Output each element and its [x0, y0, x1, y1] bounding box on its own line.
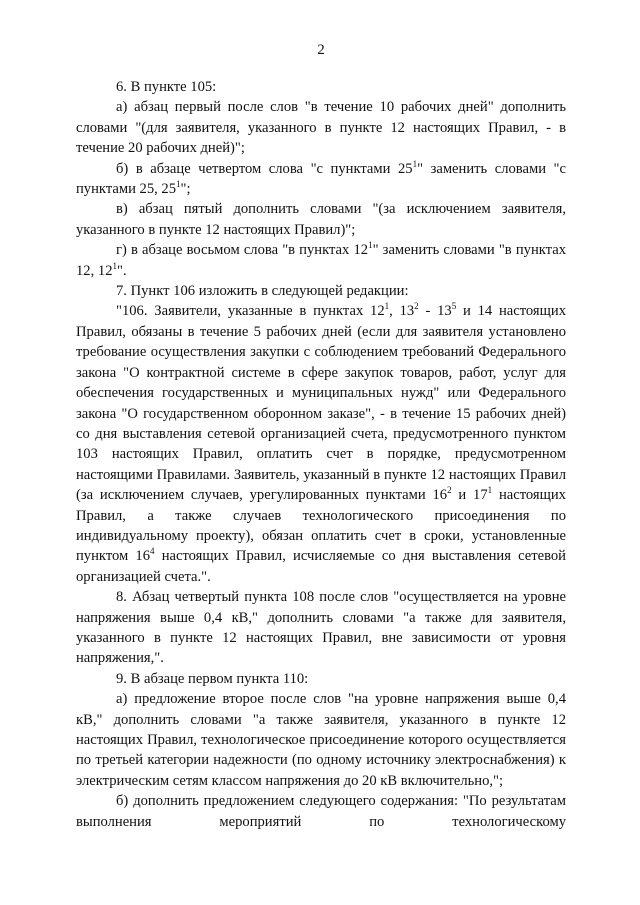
paragraph-p6a [76, 97, 566, 158]
superscript: 5 [451, 301, 457, 312]
paragraph-p7text [76, 301, 566, 587]
superscript: 1 [487, 485, 493, 496]
text-run: б) в абзаце четвертом слова "с пунктами 25 [116, 160, 413, 177]
text-run: 9. В абзаце первом пункта 110: [116, 670, 309, 687]
text-run: а) предложение второе после слов "на уровне напряжения выше 0,4 кВ," дополнить словами "а также заявителя, указанного в пункте 12 настоящих Правил, технологическое присоединение которого осуществляется по третьей категории надежности (по одному источнику электроснабжения) к электрическим сетям классом напряжения до 20 кВ включительно,"; [76, 691, 566, 789]
text-run: а) абзац первый после слов "в течение 10 рабочих дней" дополнить словами "(для заявителя, указанного в пункте 12 настоящих Правил, - в течение 20 рабочих дней)"; [76, 99, 566, 157]
superscript: 2 [414, 301, 419, 312]
superscript: 1 [176, 179, 181, 190]
text-run: "106. Заявители, указанные в пунктах 12 [116, 303, 385, 320]
text-run: б) дополнить предложением следующего содержания: "По результатам выполнения мероприятий по технологическому [76, 793, 566, 830]
text-run: и 14 настоящих Правил, обязаны в течение 5 рабочих дней (если для заявителя установлено требование осуществления закупки с соблюдением требований Федерального закона "О контрактной системе в сфере закупок товаров, работ, услуг для обеспечения государственных и муниципальных нужд" или Федерального закона "О государственном оборонном заказе", - в течение 15 рабочих дней) со дня выставления сетевой организацией счета, предусмотренного пунктом 103 настоящих Правил, оплатить счет в порядке, предусмотренном настоящими Правилами. Заявитель, указанный в пункте 12 настоящих Правил (за исключением случаев, урегулированных пунктами 16 [76, 303, 566, 504]
document-body [76, 77, 566, 832]
paragraph-p9b [76, 791, 566, 832]
paragraph-p6v [76, 199, 566, 240]
text-run: " заменить словами "в пунктах 12, 12 [76, 242, 566, 279]
superscript: 1 [112, 260, 117, 271]
text-run: 7. Пункт 106 изложить в следующей редакции: [116, 283, 409, 300]
superscript: 1 [412, 158, 418, 169]
superscript: 1 [384, 301, 390, 312]
text-run: г) в абзаце восьмом слова "в пунктах 12 [116, 242, 369, 259]
text-run: - 13 [418, 303, 452, 320]
text-run: и 17 [451, 487, 488, 504]
text-run: ". [116, 262, 127, 279]
paragraph-p7 [76, 281, 566, 301]
document-page [76, 0, 566, 905]
paragraph-p6b [76, 159, 566, 200]
superscript: 2 [447, 485, 452, 496]
text-run: 6. В пункте 105: [116, 79, 217, 95]
paragraph-p9a [76, 689, 566, 791]
text-run: настоящих Правил, исчисляемые со дня выставления сетевой организацией счета.". [76, 548, 566, 585]
paragraph-p6g [76, 240, 566, 281]
paragraph-p6 [76, 77, 566, 97]
superscript: 4 [150, 546, 155, 557]
text-run: 8. Абзац четвертый пункта 108 после слов "осуществляется на уровне напряжения выше 0,4 кВ," дополнить словами "а также для заявителя, указанного в пункте 12 настоящих Правил, вне зависимости от уровня напряжения,". [76, 589, 566, 667]
text-run: настоящих Правил, а также случаев технологического присоединения по индивидуальному проекту), обязан оплатить счет в сроки, установленные пунктом 16 [76, 487, 566, 565]
text-run: "; [180, 181, 191, 198]
paragraph-p8 [76, 587, 566, 669]
page-number: 2 [317, 42, 325, 58]
text-run: в) абзац пятый дополнить словами "(за исключением заявителя, указанного в пункте 12 настоящих Правил)"; [76, 201, 566, 238]
text-run: , 13 [389, 303, 415, 320]
paragraph-p9 [76, 669, 566, 689]
text-run: " заменить словами "с пунктами 25, 25 [76, 160, 566, 198]
superscript: 1 [368, 240, 373, 251]
